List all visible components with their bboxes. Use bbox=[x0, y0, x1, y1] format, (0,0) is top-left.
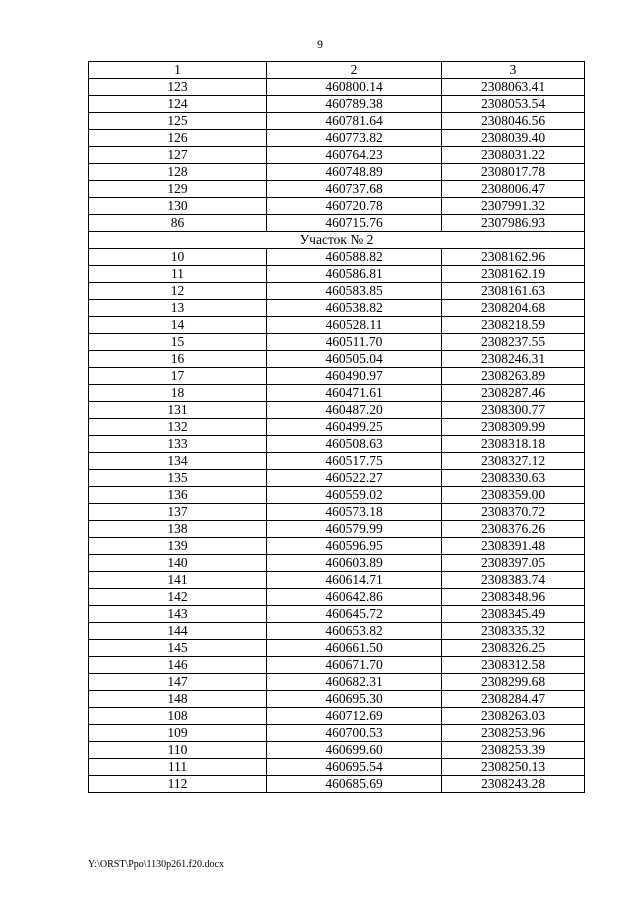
x-coordinate-cell: 460528.11 bbox=[267, 317, 442, 334]
y-coordinate-cell: 2308243.28 bbox=[442, 776, 585, 793]
table-row bbox=[89, 164, 585, 181]
point-number-cell: 11 bbox=[89, 266, 267, 283]
y-coordinate-cell: 2308312.58 bbox=[442, 657, 585, 674]
x-coordinate-cell: 460642.86 bbox=[267, 589, 442, 606]
point-number-cell: 108 bbox=[89, 708, 267, 725]
header-row bbox=[89, 62, 585, 79]
table-row bbox=[89, 691, 585, 708]
y-coordinate-cell: 2308039.40 bbox=[442, 130, 585, 147]
y-coordinate-cell: 2308326.25 bbox=[442, 640, 585, 657]
x-coordinate-cell: 460653.82 bbox=[267, 623, 442, 640]
table-row bbox=[89, 657, 585, 674]
y-coordinate-cell: 2308284.47 bbox=[442, 691, 585, 708]
point-number-cell: 136 bbox=[89, 487, 267, 504]
table-body bbox=[89, 79, 585, 793]
x-coordinate-cell: 460695.54 bbox=[267, 759, 442, 776]
y-coordinate-cell: 2308053.54 bbox=[442, 96, 585, 113]
x-coordinate-cell: 460490.97 bbox=[267, 368, 442, 385]
x-coordinate-cell: 460614.71 bbox=[267, 572, 442, 589]
point-number-cell: 128 bbox=[89, 164, 267, 181]
y-coordinate-cell: 2308327.12 bbox=[442, 453, 585, 470]
y-coordinate-cell: 2308017.78 bbox=[442, 164, 585, 181]
x-coordinate-cell: 460700.53 bbox=[267, 725, 442, 742]
x-coordinate-cell: 460508.63 bbox=[267, 436, 442, 453]
point-number-cell: 112 bbox=[89, 776, 267, 793]
point-number-cell: 130 bbox=[89, 198, 267, 215]
section-row bbox=[89, 232, 585, 249]
x-coordinate-cell: 460800.14 bbox=[267, 79, 442, 96]
table-row bbox=[89, 198, 585, 215]
y-coordinate-cell: 2308299.68 bbox=[442, 674, 585, 691]
y-coordinate-cell: 2308318.18 bbox=[442, 436, 585, 453]
y-coordinate-cell: 2308218.59 bbox=[442, 317, 585, 334]
x-coordinate-cell: 460712.69 bbox=[267, 708, 442, 725]
table-row bbox=[89, 79, 585, 96]
x-coordinate-cell: 460517.75 bbox=[267, 453, 442, 470]
table-row bbox=[89, 759, 585, 776]
table-row bbox=[89, 504, 585, 521]
table-header bbox=[89, 62, 585, 79]
header-cell-x: 2 bbox=[267, 62, 442, 79]
x-coordinate-cell: 460511.70 bbox=[267, 334, 442, 351]
table-row bbox=[89, 555, 585, 572]
y-coordinate-cell: 2308376.26 bbox=[442, 521, 585, 538]
y-coordinate-cell: 2308263.03 bbox=[442, 708, 585, 725]
y-coordinate-cell: 2308348.96 bbox=[442, 589, 585, 606]
x-coordinate-cell: 460579.99 bbox=[267, 521, 442, 538]
point-number-cell: 109 bbox=[89, 725, 267, 742]
header-cell-point: 1 bbox=[89, 62, 267, 79]
y-coordinate-cell: 2308345.49 bbox=[442, 606, 585, 623]
table-row bbox=[89, 487, 585, 504]
y-coordinate-cell: 2308063.41 bbox=[442, 79, 585, 96]
y-coordinate-cell: 2308204.68 bbox=[442, 300, 585, 317]
x-coordinate-cell: 460682.31 bbox=[267, 674, 442, 691]
x-coordinate-cell: 460699.60 bbox=[267, 742, 442, 759]
point-number-cell: 145 bbox=[89, 640, 267, 657]
table-row bbox=[89, 385, 585, 402]
point-number-cell: 141 bbox=[89, 572, 267, 589]
x-coordinate-cell: 460573.18 bbox=[267, 504, 442, 521]
point-number-cell: 124 bbox=[89, 96, 267, 113]
table-row bbox=[89, 402, 585, 419]
table-row bbox=[89, 538, 585, 555]
table-row bbox=[89, 453, 585, 470]
table-row bbox=[89, 725, 585, 742]
table-row bbox=[89, 249, 585, 266]
x-coordinate-cell: 460781.64 bbox=[267, 113, 442, 130]
section-title: Участок № 2 bbox=[89, 232, 585, 249]
table-row bbox=[89, 334, 585, 351]
y-coordinate-cell: 2308161.63 bbox=[442, 283, 585, 300]
table-row bbox=[89, 708, 585, 725]
x-coordinate-cell: 460538.82 bbox=[267, 300, 442, 317]
table-row bbox=[89, 776, 585, 793]
y-coordinate-cell: 2308253.39 bbox=[442, 742, 585, 759]
table-row bbox=[89, 283, 585, 300]
table-row bbox=[89, 572, 585, 589]
coordinates-table bbox=[88, 61, 585, 793]
table-row bbox=[89, 640, 585, 657]
point-number-cell: 110 bbox=[89, 742, 267, 759]
x-coordinate-cell: 460748.89 bbox=[267, 164, 442, 181]
point-number-cell: 139 bbox=[89, 538, 267, 555]
table-row bbox=[89, 300, 585, 317]
table-row bbox=[89, 351, 585, 368]
point-number-cell: 143 bbox=[89, 606, 267, 623]
y-coordinate-cell: 2308253.96 bbox=[442, 725, 585, 742]
x-coordinate-cell: 460695.30 bbox=[267, 691, 442, 708]
x-coordinate-cell: 460737.68 bbox=[267, 181, 442, 198]
y-coordinate-cell: 2308031.22 bbox=[442, 147, 585, 164]
point-number-cell: 14 bbox=[89, 317, 267, 334]
y-coordinate-cell: 2308359.00 bbox=[442, 487, 585, 504]
table-row bbox=[89, 113, 585, 130]
x-coordinate-cell: 460645.72 bbox=[267, 606, 442, 623]
x-coordinate-cell: 460671.70 bbox=[267, 657, 442, 674]
table-row bbox=[89, 266, 585, 283]
x-coordinate-cell: 460588.82 bbox=[267, 249, 442, 266]
y-coordinate-cell: 2307991.32 bbox=[442, 198, 585, 215]
footer-file-path: Y:\ORST\Ppo\1130p261.f20.docx bbox=[88, 859, 224, 870]
y-coordinate-cell: 2308383.74 bbox=[442, 572, 585, 589]
y-coordinate-cell: 2308162.96 bbox=[442, 249, 585, 266]
point-number-cell: 148 bbox=[89, 691, 267, 708]
table-row bbox=[89, 419, 585, 436]
y-coordinate-cell: 2308309.99 bbox=[442, 419, 585, 436]
point-number-cell: 146 bbox=[89, 657, 267, 674]
table-row bbox=[89, 368, 585, 385]
x-coordinate-cell: 460596.95 bbox=[267, 538, 442, 555]
y-coordinate-cell: 2308237.55 bbox=[442, 334, 585, 351]
table-row bbox=[89, 147, 585, 164]
table-row bbox=[89, 96, 585, 113]
x-coordinate-cell: 460499.25 bbox=[267, 419, 442, 436]
x-coordinate-cell: 460715.76 bbox=[267, 215, 442, 232]
table-row bbox=[89, 436, 585, 453]
point-number-cell: 144 bbox=[89, 623, 267, 640]
table-row bbox=[89, 130, 585, 147]
y-coordinate-cell: 2308335.32 bbox=[442, 623, 585, 640]
point-number-cell: 126 bbox=[89, 130, 267, 147]
y-coordinate-cell: 2307986.93 bbox=[442, 215, 585, 232]
point-number-cell: 142 bbox=[89, 589, 267, 606]
point-number-cell: 86 bbox=[89, 215, 267, 232]
y-coordinate-cell: 2308370.72 bbox=[442, 504, 585, 521]
point-number-cell: 17 bbox=[89, 368, 267, 385]
point-number-cell: 125 bbox=[89, 113, 267, 130]
x-coordinate-cell: 460661.50 bbox=[267, 640, 442, 657]
point-number-cell: 18 bbox=[89, 385, 267, 402]
y-coordinate-cell: 2308300.77 bbox=[442, 402, 585, 419]
point-number-cell: 13 bbox=[89, 300, 267, 317]
point-number-cell: 12 bbox=[89, 283, 267, 300]
point-number-cell: 132 bbox=[89, 419, 267, 436]
point-number-cell: 135 bbox=[89, 470, 267, 487]
table-row bbox=[89, 589, 585, 606]
table-row bbox=[89, 674, 585, 691]
y-coordinate-cell: 2308006.47 bbox=[442, 181, 585, 198]
y-coordinate-cell: 2308330.63 bbox=[442, 470, 585, 487]
x-coordinate-cell: 460583.85 bbox=[267, 283, 442, 300]
point-number-cell: 123 bbox=[89, 79, 267, 96]
point-number-cell: 140 bbox=[89, 555, 267, 572]
point-number-cell: 15 bbox=[89, 334, 267, 351]
x-coordinate-cell: 460586.81 bbox=[267, 266, 442, 283]
x-coordinate-cell: 460505.04 bbox=[267, 351, 442, 368]
table-row bbox=[89, 606, 585, 623]
point-number-cell: 147 bbox=[89, 674, 267, 691]
page-number: 9 bbox=[317, 37, 323, 51]
x-coordinate-cell: 460789.38 bbox=[267, 96, 442, 113]
header-cell-y: 3 bbox=[442, 62, 585, 79]
point-number-cell: 16 bbox=[89, 351, 267, 368]
table-row bbox=[89, 521, 585, 538]
point-number-cell: 138 bbox=[89, 521, 267, 538]
point-number-cell: 111 bbox=[89, 759, 267, 776]
table-row bbox=[89, 181, 585, 198]
point-number-cell: 127 bbox=[89, 147, 267, 164]
table-row bbox=[89, 742, 585, 759]
x-coordinate-cell: 460603.89 bbox=[267, 555, 442, 572]
table-row bbox=[89, 623, 585, 640]
y-coordinate-cell: 2308246.31 bbox=[442, 351, 585, 368]
x-coordinate-cell: 460685.69 bbox=[267, 776, 442, 793]
y-coordinate-cell: 2308287.46 bbox=[442, 385, 585, 402]
y-coordinate-cell: 2308250.13 bbox=[442, 759, 585, 776]
table-row bbox=[89, 317, 585, 334]
x-coordinate-cell: 460773.82 bbox=[267, 130, 442, 147]
point-number-cell: 137 bbox=[89, 504, 267, 521]
x-coordinate-cell: 460720.78 bbox=[267, 198, 442, 215]
x-coordinate-cell: 460471.61 bbox=[267, 385, 442, 402]
y-coordinate-cell: 2308162.19 bbox=[442, 266, 585, 283]
point-number-cell: 129 bbox=[89, 181, 267, 198]
x-coordinate-cell: 460522.27 bbox=[267, 470, 442, 487]
y-coordinate-cell: 2308263.89 bbox=[442, 368, 585, 385]
x-coordinate-cell: 460559.02 bbox=[267, 487, 442, 504]
y-coordinate-cell: 2308397.05 bbox=[442, 555, 585, 572]
point-number-cell: 10 bbox=[89, 249, 267, 266]
point-number-cell: 131 bbox=[89, 402, 267, 419]
x-coordinate-cell: 460487.20 bbox=[267, 402, 442, 419]
point-number-cell: 134 bbox=[89, 453, 267, 470]
x-coordinate-cell: 460764.23 bbox=[267, 147, 442, 164]
table-row bbox=[89, 215, 585, 232]
point-number-cell: 133 bbox=[89, 436, 267, 453]
y-coordinate-cell: 2308391.48 bbox=[442, 538, 585, 555]
y-coordinate-cell: 2308046.56 bbox=[442, 113, 585, 130]
table-row bbox=[89, 470, 585, 487]
